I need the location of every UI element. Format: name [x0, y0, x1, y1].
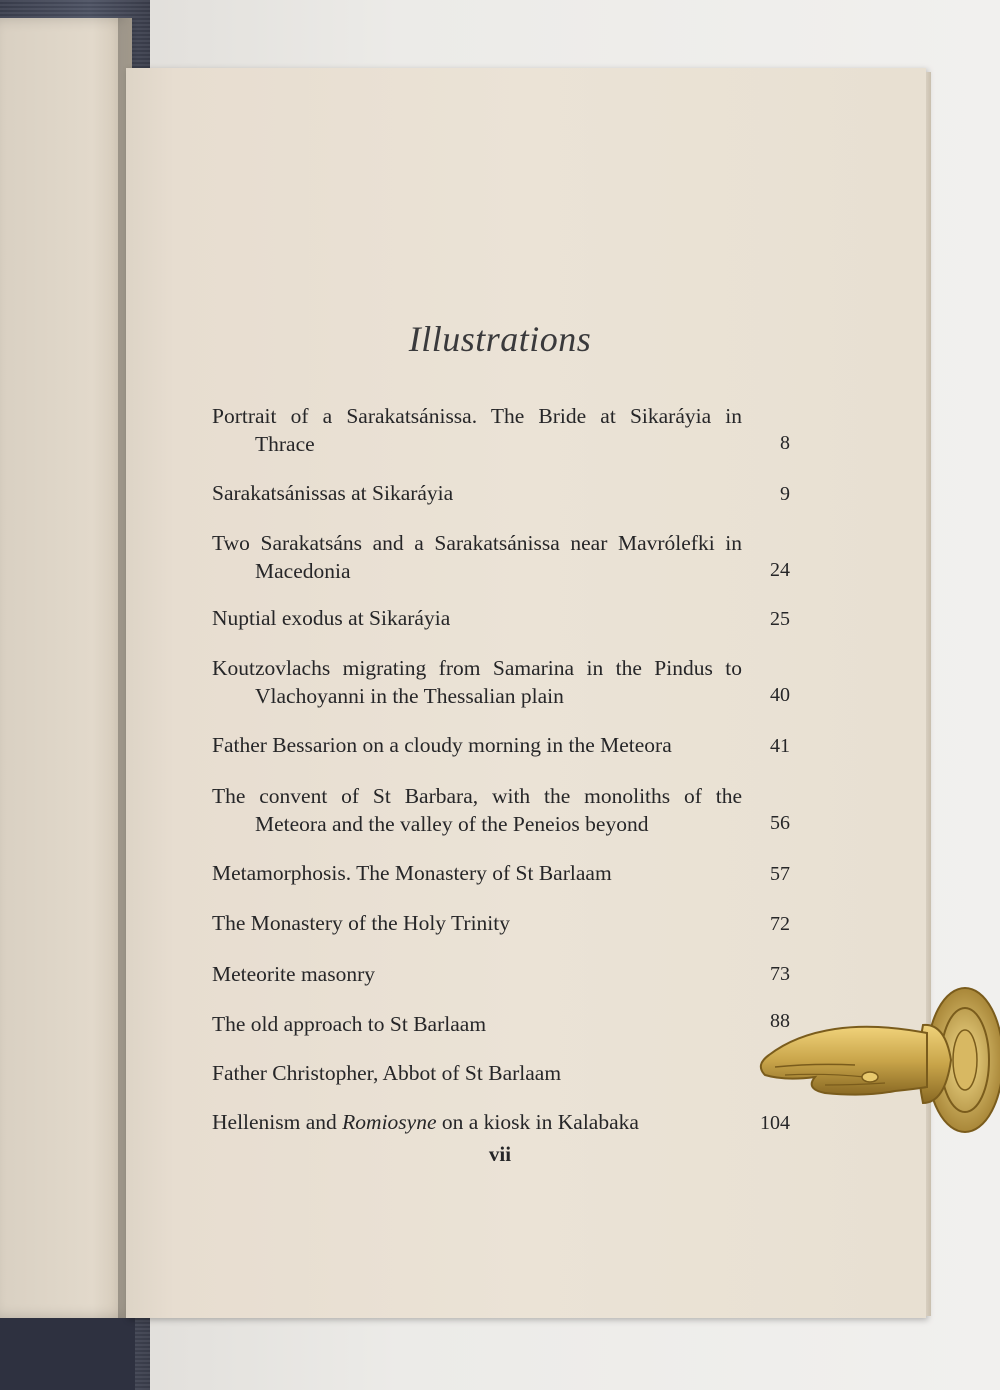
list-item: [212, 654, 742, 710]
page-title: Illustrations: [408, 319, 592, 359]
entry-title-continued: Meteora and the valley of the Peneios beyond: [255, 812, 649, 836]
entry-title: Father Christopher, Abbot of St Barlaam: [212, 1061, 562, 1085]
list-item: [212, 479, 742, 507]
entry-title-italic: Romiosyne: [342, 1110, 437, 1134]
entry-title-part: on a kiosk in Kalabaka: [436, 1110, 639, 1134]
page-number: 8: [780, 432, 790, 454]
page-number: 104: [760, 1112, 790, 1134]
list-item: [212, 909, 742, 937]
entry-title: Sarakatsánissas at Sikaráyia: [212, 481, 454, 505]
entry-title: Koutzovlachs migrating from Samarina in the Pindus to: [212, 656, 742, 680]
page-number: 57: [770, 863, 790, 885]
page-number: 88: [770, 1010, 790, 1032]
entry-title: Two Sarakatsáns and a Sarakatsánissa near Mavrólefki in: [212, 531, 742, 555]
entry-title: [212, 1108, 742, 1136]
left-page: [0, 18, 132, 1318]
entry-title: Metamorphosis. The Monastery of St Barlaam: [212, 861, 612, 885]
list-item: [212, 1059, 742, 1087]
list-item: [212, 782, 742, 838]
list-item: [212, 960, 742, 988]
entry-title: Portrait of a Sarakatsánissa. The Bride at Sikaráyia in: [212, 404, 742, 428]
page-number: 25: [770, 608, 790, 630]
brass-hand-clip-icon: [755, 985, 1000, 1150]
list-item: [212, 1010, 742, 1038]
list-item: [212, 731, 742, 759]
entry-title-continued: Thrace: [255, 432, 315, 456]
entry-title: Meteorite masonry: [212, 962, 375, 986]
page-number: 56: [770, 812, 790, 834]
entry-title: Father Bessarion on a cloudy morning in the Meteora: [212, 733, 672, 757]
page-number: 9: [780, 483, 790, 505]
page-number: 24: [770, 559, 790, 581]
book-cover-bottom: [0, 1318, 135, 1390]
list-item: [212, 529, 742, 585]
page-number: 41: [770, 735, 790, 757]
entry-title: The old approach to St Barlaam: [212, 1012, 487, 1036]
list-item: [212, 402, 742, 458]
list-item: [212, 1108, 742, 1136]
folio-number: vii: [488, 1142, 512, 1166]
list-item: [212, 604, 742, 632]
entry-title-continued: Macedonia: [255, 559, 351, 583]
page-number: 72: [770, 913, 790, 935]
entry-title: Nuptial exodus at Sikaráyia: [212, 606, 451, 630]
entry-title: The convent of St Barbara, with the monoliths of the: [212, 784, 742, 808]
page-number: 40: [770, 684, 790, 706]
entry-title: The Monastery of the Holy Trinity: [212, 911, 510, 935]
entry-title-part: Hellenism and: [212, 1110, 343, 1134]
page-number: 73: [770, 963, 790, 985]
entry-title-continued: Vlachoyanni in the Thessalian plain: [255, 684, 564, 708]
list-item: [212, 859, 742, 887]
